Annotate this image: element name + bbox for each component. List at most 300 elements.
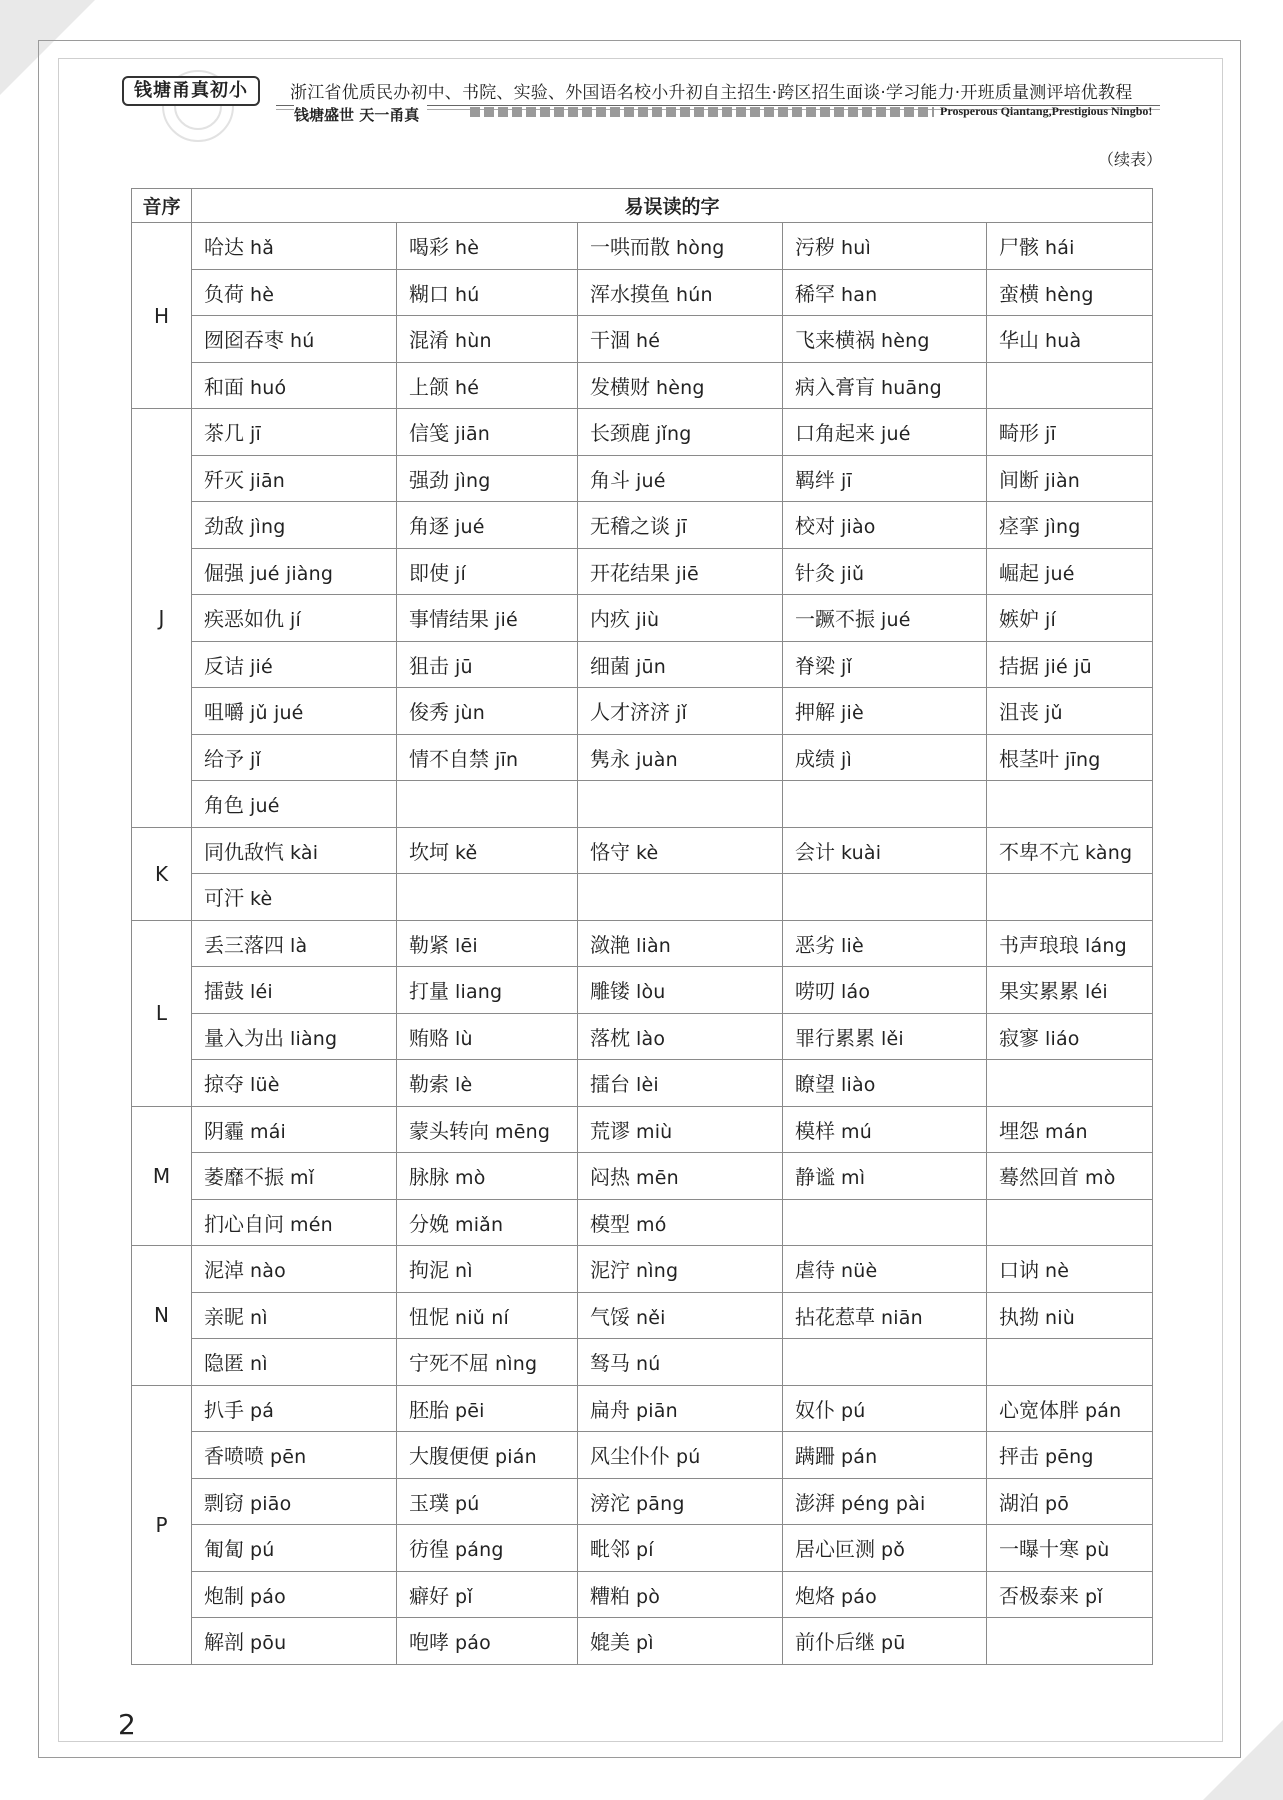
word-cell	[578, 1153, 783, 1200]
word-cell	[987, 269, 1153, 316]
pinyin-text: péng pài	[841, 1492, 926, 1515]
table-row	[132, 1292, 1153, 1339]
word-cell	[987, 827, 1153, 874]
word-cell	[783, 1199, 987, 1246]
table-row	[132, 269, 1153, 316]
word-text: 蒙头转向	[409, 1118, 489, 1143]
word-cell	[192, 641, 397, 688]
word-cell	[397, 688, 578, 735]
word-text: 大腹便便	[409, 1444, 489, 1469]
pinyin-text: jìng	[1045, 516, 1081, 539]
pinyin-text: jīng	[1065, 748, 1101, 771]
word-text: 疾恶如仇	[204, 607, 284, 632]
word-cell	[397, 1525, 578, 1572]
word-text: 华山	[999, 328, 1039, 353]
word-cell	[397, 1199, 578, 1246]
pinyin-text: jǐ	[250, 748, 261, 771]
pinyin-text: pán	[841, 1446, 878, 1469]
pinyin-text: nüè	[841, 1260, 878, 1283]
word-text: 角色	[204, 793, 244, 818]
word-text: 负荷	[204, 281, 244, 306]
word-cell	[397, 502, 578, 549]
pinyin-text: là	[290, 934, 308, 957]
table-header-row	[132, 189, 1153, 223]
word-text: 恶劣	[795, 932, 835, 957]
word-cell	[783, 502, 987, 549]
pinyin-text: jǔ	[1045, 702, 1063, 725]
word-text: 坎坷	[409, 839, 449, 864]
pinyin-text: liè	[841, 934, 864, 957]
word-text: 俊秀	[409, 700, 449, 725]
pinyin-text: hú	[455, 283, 480, 306]
word-cell	[192, 548, 397, 595]
word-text: 萎靡不振	[204, 1165, 284, 1190]
pinyin-text: jūn	[636, 655, 666, 678]
pinyin-text: mò	[1085, 1167, 1116, 1190]
word-cell	[578, 1013, 783, 1060]
pinyin-text: hé	[636, 330, 661, 353]
word-cell	[987, 1246, 1153, 1293]
pinyin-text: pǐ	[455, 1585, 473, 1608]
word-text: 拘泥	[409, 1258, 449, 1283]
word-cell	[783, 781, 987, 828]
word-text: 媲美	[590, 1630, 630, 1655]
word-text: 模型	[590, 1211, 630, 1236]
word-cell	[192, 920, 397, 967]
table-row	[132, 1339, 1153, 1386]
word-cell	[987, 1013, 1153, 1060]
pinyin-text: jué	[881, 423, 911, 446]
word-cell	[578, 1618, 783, 1665]
pinyin-text: nè	[1045, 1260, 1070, 1283]
word-cell	[192, 223, 397, 270]
word-text: 咀嚼	[204, 700, 244, 725]
pinyin-initial-cell: L	[132, 920, 192, 1106]
pinyin-text: lòu	[636, 981, 666, 1004]
table-row	[132, 1385, 1153, 1432]
pinyin-text: jī	[1045, 423, 1056, 446]
word-text: 喝彩	[409, 235, 449, 260]
word-text: 飞来横祸	[795, 328, 875, 353]
word-cell	[578, 1106, 783, 1153]
word-text: 澎湃	[795, 1490, 835, 1515]
word-text: 一曝十寒	[999, 1537, 1079, 1562]
word-cell	[783, 1013, 987, 1060]
table-body	[132, 223, 1153, 1665]
word-cell	[987, 1478, 1153, 1525]
word-text: 可汗	[204, 886, 244, 911]
table-row	[132, 1571, 1153, 1618]
word-text: 嫉妒	[999, 607, 1039, 632]
pinyin-text: jiàn	[1045, 469, 1081, 492]
word-text: 针灸	[795, 560, 835, 585]
word-cell	[578, 1339, 783, 1386]
pinyin-text: pēng	[1045, 1446, 1094, 1469]
word-text: 湖泊	[999, 1490, 1039, 1515]
word-text: 驽马	[590, 1351, 630, 1376]
word-text: 囫囵吞枣	[204, 328, 284, 353]
word-text: 荒谬	[590, 1118, 630, 1143]
word-cell	[578, 269, 783, 316]
word-text: 居心叵测	[795, 1537, 875, 1562]
pinyin-text: pēn	[270, 1446, 307, 1469]
word-text: 狙击	[409, 653, 449, 678]
table-row	[132, 1478, 1153, 1525]
word-cell	[397, 595, 578, 642]
pinyin-text: léi	[250, 981, 273, 1004]
word-cell	[987, 455, 1153, 502]
table-row	[132, 1153, 1153, 1200]
word-cell	[987, 1432, 1153, 1479]
word-text: 反诘	[204, 653, 244, 678]
word-text: 上颌	[409, 374, 449, 399]
word-cell	[987, 920, 1153, 967]
table-row	[132, 409, 1153, 456]
word-text: 同仇敌忾	[204, 839, 284, 864]
pinyin-text: pù	[1085, 1539, 1110, 1562]
header-tagline: Prosperous Qiantang,Prestigious Ningbo!	[940, 104, 1153, 118]
word-cell	[578, 967, 783, 1014]
word-text: 量入为出	[204, 1025, 284, 1050]
word-cell	[192, 1385, 397, 1432]
pinyin-text: jué jiàng	[250, 562, 334, 585]
word-text: 无稽之谈	[590, 514, 670, 539]
word-text: 亲昵	[204, 1304, 244, 1329]
word-text: 蛮横	[999, 281, 1039, 306]
pinyin-text: jī	[250, 423, 261, 446]
pinyin-initial-cell: M	[132, 1106, 192, 1246]
word-text: 擂鼓	[204, 979, 244, 1004]
pinyin-text: jū	[455, 655, 473, 678]
pinyin-text: jìng	[250, 516, 286, 539]
word-text: 虐待	[795, 1258, 835, 1283]
word-text: 恪守	[590, 839, 630, 864]
word-text: 擂台	[590, 1072, 630, 1097]
word-text: 抨击	[999, 1444, 1039, 1469]
word-cell	[397, 734, 578, 781]
word-text: 押解	[795, 700, 835, 725]
word-cell	[397, 1339, 578, 1386]
continued-label: （续表）	[1098, 150, 1163, 169]
word-text: 泥淖	[204, 1258, 244, 1283]
word-text: 风尘仆仆	[590, 1444, 670, 1469]
table-row	[132, 688, 1153, 735]
word-text: 隽永	[590, 746, 630, 771]
word-cell	[578, 874, 783, 921]
pinyin-text: něi	[636, 1306, 666, 1329]
word-cell	[783, 316, 987, 363]
word-text: 贿赂	[409, 1025, 449, 1050]
word-text: 倔强	[204, 560, 244, 585]
word-cell	[578, 1199, 783, 1246]
word-text: 会计	[795, 839, 835, 864]
pinyin-text: nào	[250, 1260, 286, 1283]
pinyin-text: páo	[841, 1585, 877, 1608]
pinyin-text: jìng	[455, 469, 491, 492]
pinyin-text: jīn	[495, 748, 519, 771]
pinyin-initial-cell: K	[132, 827, 192, 920]
word-text: 隐匿	[204, 1351, 244, 1376]
word-text: 前仆后继	[795, 1630, 875, 1655]
pinyin-text: jué	[1045, 562, 1075, 585]
word-text: 拈花惹草	[795, 1304, 875, 1329]
word-text: 不卑不亢	[999, 839, 1079, 864]
word-text: 炮烙	[795, 1583, 835, 1608]
word-text: 瞭望	[795, 1072, 835, 1097]
word-text: 哈达	[204, 235, 244, 260]
word-cell	[192, 1246, 397, 1293]
pinyin-text: jué	[455, 516, 485, 539]
word-text: 细菌	[590, 653, 630, 678]
pinyin-text: láo	[841, 981, 871, 1004]
table-row	[132, 967, 1153, 1014]
pinyin-text: páo	[455, 1632, 491, 1655]
pinyin-text: piān	[636, 1399, 678, 1422]
word-text: 口讷	[999, 1258, 1039, 1283]
word-cell	[397, 1478, 578, 1525]
word-cell	[192, 874, 397, 921]
word-cell	[987, 1060, 1153, 1107]
word-text: 浑水摸鱼	[590, 281, 670, 306]
pinyin-text: jiān	[250, 469, 286, 492]
pinyin-text: kè	[250, 888, 273, 911]
word-text: 糊口	[409, 281, 449, 306]
table-row	[132, 455, 1153, 502]
pinyin-text: nì	[455, 1260, 473, 1283]
word-text: 给予	[204, 746, 244, 771]
pinyin-text: hèng	[1045, 283, 1094, 306]
pinyin-text: liào	[841, 1074, 876, 1097]
pinyin-text: mó	[636, 1213, 667, 1236]
word-text: 香喷喷	[204, 1444, 264, 1469]
word-text: 勒索	[409, 1072, 449, 1097]
pinyin-text: lüè	[250, 1074, 280, 1097]
word-cell	[987, 223, 1153, 270]
pinyin-text: jǔ jué	[250, 702, 304, 725]
word-cell	[192, 1013, 397, 1060]
pinyin-text: nìng	[636, 1260, 679, 1283]
word-text: 沮丧	[999, 700, 1039, 725]
pinyin-initial-cell: H	[132, 223, 192, 409]
header-slogan: 钱塘盛世 天一甬真	[294, 104, 427, 125]
word-cell	[192, 827, 397, 874]
word-cell	[192, 502, 397, 549]
word-text: 歼灭	[204, 467, 244, 492]
word-cell	[397, 1246, 578, 1293]
word-cell	[397, 1385, 578, 1432]
word-cell	[987, 641, 1153, 688]
word-text: 脊梁	[795, 653, 835, 678]
pinyin-text: pǒ	[881, 1539, 906, 1562]
table-row	[132, 1246, 1153, 1293]
table-row	[132, 1432, 1153, 1479]
pinyin-text: jí	[290, 609, 301, 632]
word-cell	[987, 1153, 1153, 1200]
pinyin-text: hèng	[881, 330, 930, 353]
word-text: 落枕	[590, 1025, 630, 1050]
column-header-index: 音序	[132, 189, 192, 223]
pinyin-text: hòng	[676, 237, 725, 260]
word-cell	[578, 688, 783, 735]
page-number: 2	[118, 1708, 136, 1741]
word-text: 校对	[795, 514, 835, 539]
word-text: 污秽	[795, 235, 835, 260]
word-cell	[578, 827, 783, 874]
word-cell	[578, 223, 783, 270]
word-text: 书声琅琅	[999, 932, 1079, 957]
word-cell	[987, 1106, 1153, 1153]
word-cell	[192, 269, 397, 316]
header-title: 浙江省优质民办初中、书院、实验、外国语名校小升初自主招生·跨区招生面谈·学习能力·开班质量测评培优教程	[290, 83, 1133, 103]
word-text: 事情结果	[409, 607, 489, 632]
word-text: 胚胎	[409, 1397, 449, 1422]
pinyin-text: niān	[881, 1306, 923, 1329]
pinyin-text: miǎn	[455, 1213, 504, 1236]
word-cell	[578, 1525, 783, 1572]
pinyin-text: pú	[455, 1492, 480, 1515]
pinyin-text: mì	[841, 1167, 866, 1190]
pinyin-text: jí	[455, 562, 466, 585]
pinyin-text: mēng	[495, 1120, 551, 1143]
word-text: 成绩	[795, 746, 835, 771]
word-text: 人才济济	[590, 700, 670, 725]
word-cell	[397, 362, 578, 409]
word-cell	[578, 1246, 783, 1293]
misread-characters-table	[131, 188, 1153, 1665]
pinyin-text: piāo	[250, 1492, 292, 1515]
table-row	[132, 548, 1153, 595]
table-row	[132, 316, 1153, 363]
pinyin-text: juàn	[636, 748, 678, 771]
word-cell	[397, 1060, 578, 1107]
pinyin-text: jǐ	[676, 702, 687, 725]
pinyin-text: niù	[1045, 1306, 1075, 1329]
word-cell	[397, 641, 578, 688]
word-text: 执拗	[999, 1304, 1039, 1329]
word-text: 情不自禁	[409, 746, 489, 771]
word-text: 静谧	[795, 1165, 835, 1190]
word-cell	[987, 874, 1153, 921]
pinyin-text: jué	[636, 469, 666, 492]
pinyin-text: pú	[250, 1539, 275, 1562]
word-cell	[397, 1292, 578, 1339]
word-cell	[578, 1385, 783, 1432]
pinyin-text: pú	[841, 1399, 866, 1422]
pinyin-text: pián	[495, 1446, 537, 1469]
pinyin-text: nì	[250, 1353, 268, 1376]
pinyin-text: jué	[250, 795, 280, 818]
word-cell	[192, 781, 397, 828]
word-cell	[987, 1292, 1153, 1339]
table-row	[132, 1525, 1153, 1572]
pinyin-text: liàn	[636, 934, 672, 957]
word-cell	[397, 827, 578, 874]
word-cell	[987, 1339, 1153, 1386]
pinyin-text: lěi	[881, 1027, 904, 1050]
pinyin-text: jié jū	[1045, 655, 1092, 678]
word-cell	[397, 1571, 578, 1618]
word-text: 寂寥	[999, 1025, 1039, 1050]
word-cell	[783, 1478, 987, 1525]
word-cell	[192, 362, 397, 409]
word-text: 开花结果	[590, 560, 670, 585]
pinyin-text: nìng	[495, 1353, 538, 1376]
table-row	[132, 827, 1153, 874]
word-cell	[578, 734, 783, 781]
pinyin-initial-cell: P	[132, 1385, 192, 1664]
table-row	[132, 734, 1153, 781]
header-stripe-decoration	[470, 107, 934, 117]
word-cell	[783, 595, 987, 642]
word-cell	[397, 455, 578, 502]
pinyin-text: jǐng	[656, 423, 692, 446]
word-text: 痉挛	[999, 514, 1039, 539]
pinyin-text: jùn	[455, 702, 485, 725]
word-text: 扒手	[204, 1397, 244, 1422]
word-cell	[987, 1618, 1153, 1665]
pinyin-text: jiè	[841, 702, 864, 725]
word-cell	[783, 1246, 987, 1293]
word-text: 劲敌	[204, 514, 244, 539]
table-row	[132, 1060, 1153, 1107]
word-cell	[783, 1106, 987, 1153]
word-text: 阴霾	[204, 1118, 244, 1143]
word-text: 间断	[999, 467, 1039, 492]
pinyin-text: kè	[636, 841, 659, 864]
pinyin-text: kě	[455, 841, 478, 864]
word-cell	[987, 1571, 1153, 1618]
word-cell	[192, 455, 397, 502]
word-cell	[192, 1060, 397, 1107]
pinyin-text: nì	[250, 1306, 268, 1329]
word-text: 癖好	[409, 1583, 449, 1608]
word-text: 忸怩	[409, 1304, 449, 1329]
word-text: 咆哮	[409, 1630, 449, 1655]
pinyin-text: hún	[676, 283, 713, 306]
word-cell	[192, 1339, 397, 1386]
pinyin-text: miù	[636, 1120, 673, 1143]
word-cell	[783, 827, 987, 874]
word-cell	[192, 1199, 397, 1246]
pinyin-text: kài	[290, 841, 319, 864]
word-cell	[578, 1292, 783, 1339]
word-text: 泥泞	[590, 1258, 630, 1283]
pinyin-text: mú	[841, 1120, 872, 1143]
word-cell	[987, 734, 1153, 781]
word-cell	[192, 409, 397, 456]
word-cell	[783, 1432, 987, 1479]
pinyin-text: pāng	[636, 1492, 685, 1515]
word-cell	[397, 1106, 578, 1153]
pinyin-text: huāng	[881, 376, 942, 399]
pinyin-text: huó	[250, 376, 287, 399]
word-cell	[987, 781, 1153, 828]
pinyin-text: huà	[1045, 330, 1082, 353]
word-text: 茶几	[204, 421, 244, 446]
word-text: 解剖	[204, 1630, 244, 1655]
word-cell	[397, 548, 578, 595]
word-text: 勒紧	[409, 932, 449, 957]
pinyin-text: páng	[455, 1539, 504, 1562]
word-text: 潋滟	[590, 932, 630, 957]
pinyin-text: nú	[636, 1353, 661, 1376]
word-text: 蓦然回首	[999, 1165, 1079, 1190]
word-text: 宁死不屈	[409, 1351, 489, 1376]
word-cell	[783, 1292, 987, 1339]
word-cell	[397, 409, 578, 456]
word-text: 根茎叶	[999, 746, 1059, 771]
word-cell	[192, 1571, 397, 1618]
